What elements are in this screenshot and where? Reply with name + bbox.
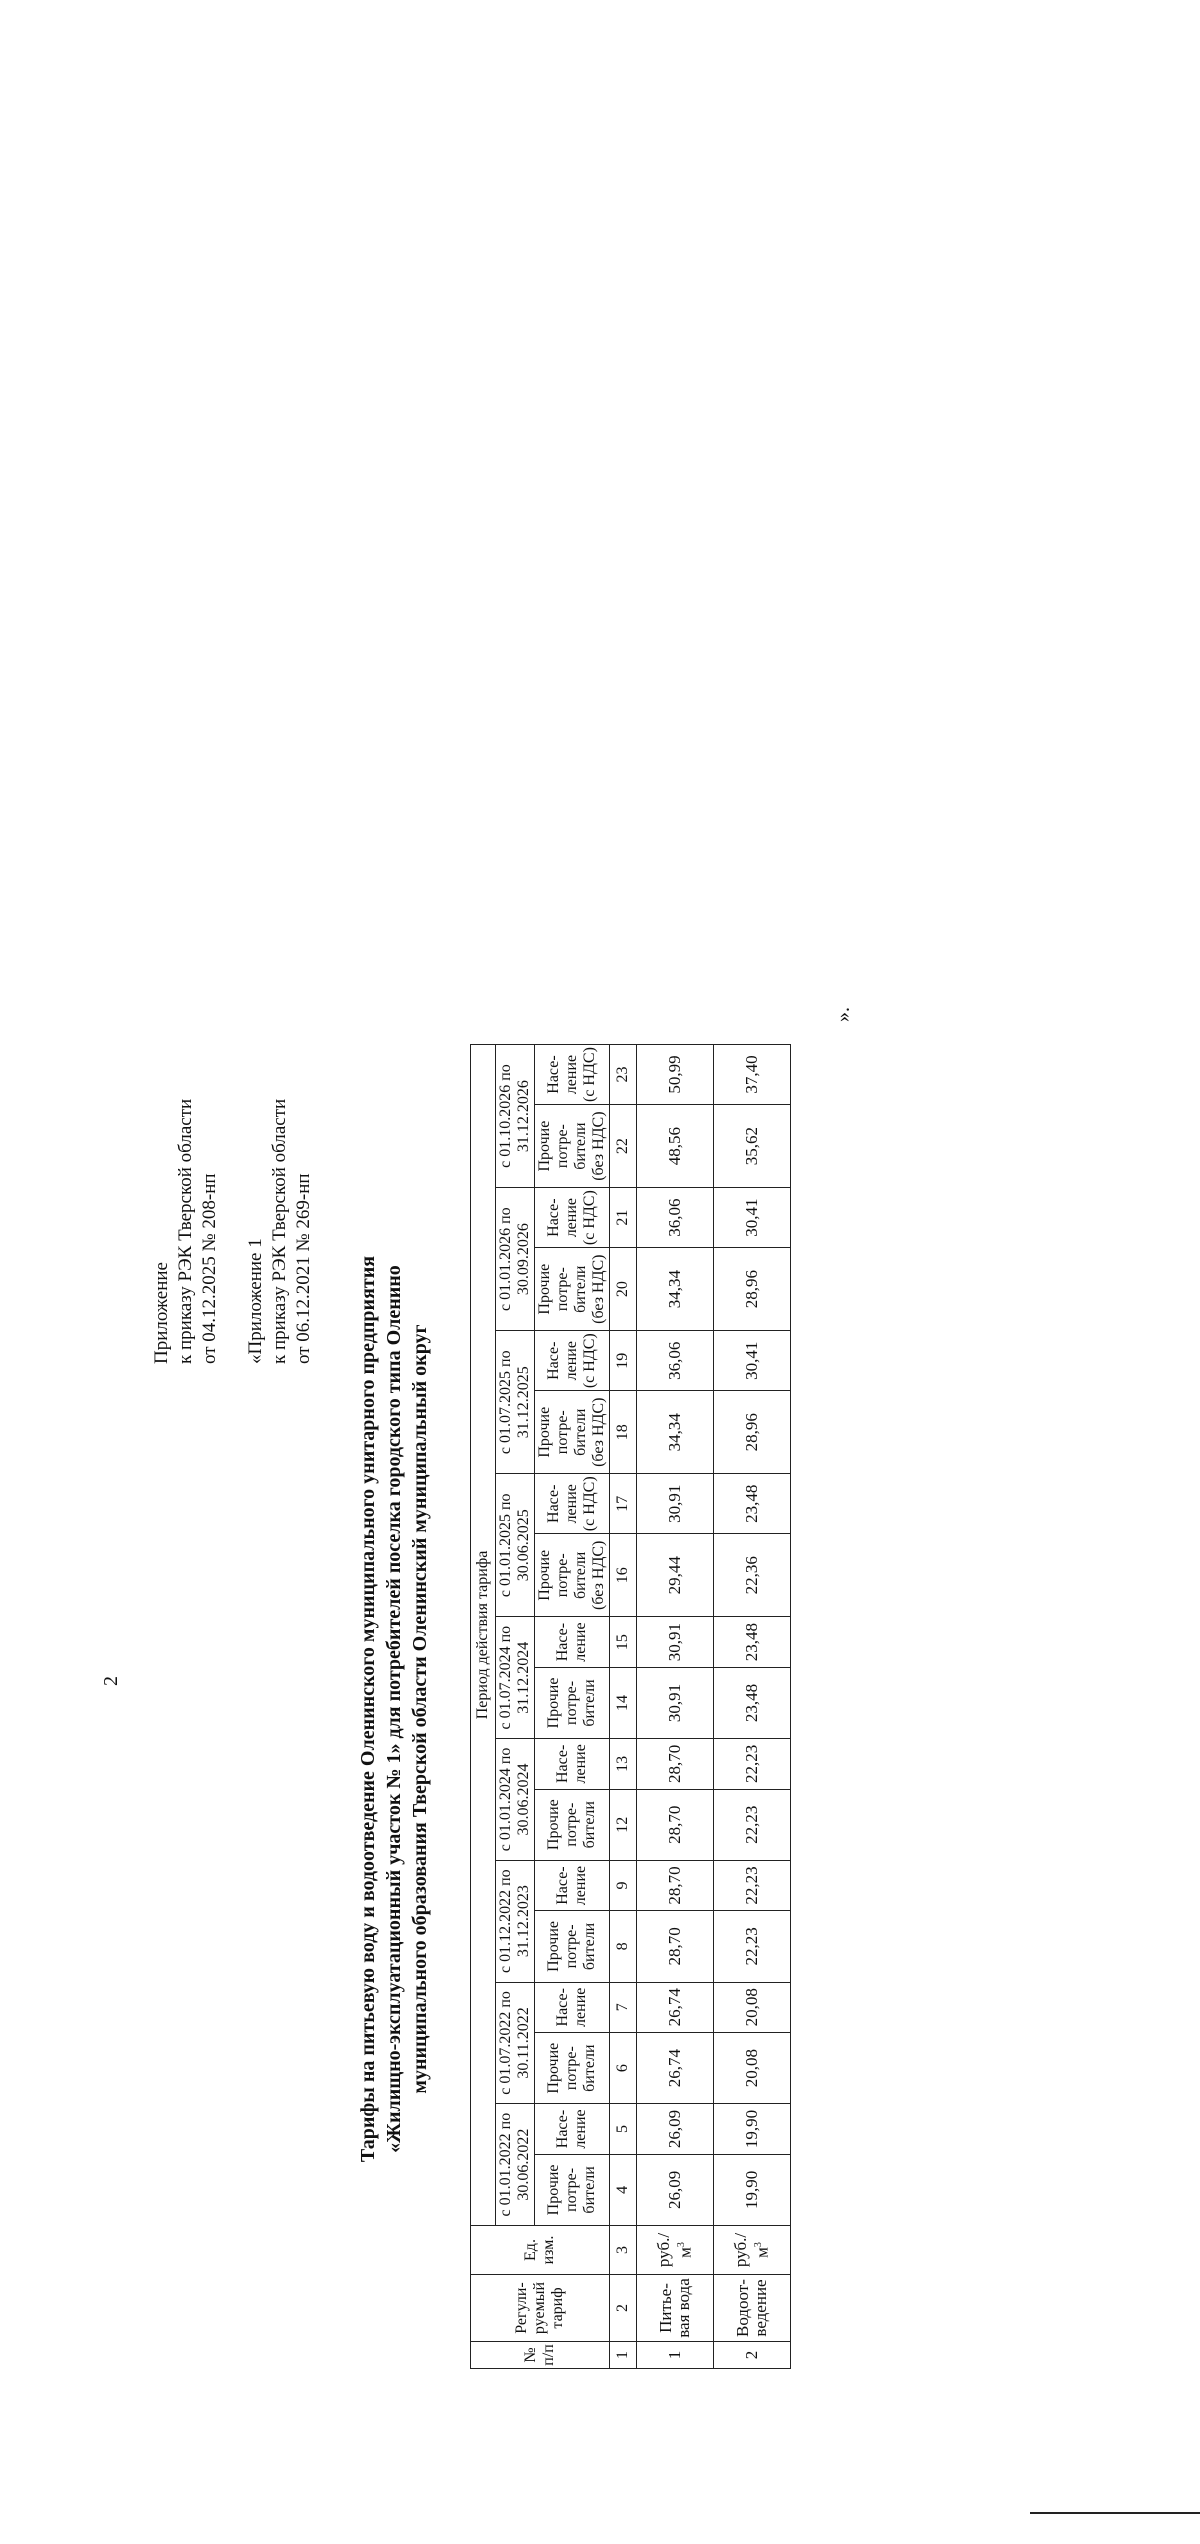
row-number: 2 bbox=[714, 2342, 791, 2369]
subheader-population: Насе-ление (с НДС) bbox=[535, 1474, 610, 1534]
tariff-table bbox=[470, 1044, 791, 2369]
tariff-value: 34,34 bbox=[637, 1248, 714, 1331]
column-number: 15 bbox=[610, 1617, 637, 1668]
period-header: с 01.01.2022 по 30.06.2022 bbox=[496, 2104, 535, 2226]
column-number: 9 bbox=[610, 1860, 637, 1911]
header-tariff: Регули-руемый тариф bbox=[471, 2275, 610, 2342]
appendix-line: к приказу РЭК Тверской области bbox=[269, 1098, 290, 1364]
title-line: «Жилищно-эксплуатационный участок № 1» для потребителей поселка городского типа Оленино bbox=[383, 1265, 405, 2153]
tariff-value: 22,23 bbox=[714, 1860, 791, 1911]
column-number: 18 bbox=[610, 1391, 637, 1474]
row-tariff-name: Водоот-ведение bbox=[714, 2275, 791, 2342]
column-number: 21 bbox=[610, 1188, 637, 1248]
tariff-value: 30,91 bbox=[637, 1667, 714, 1738]
period-header: с 01.01.2024 по 30.06.2024 bbox=[496, 1739, 535, 1861]
column-number: 4 bbox=[610, 2154, 637, 2225]
tariff-value: 19,90 bbox=[714, 2154, 791, 2225]
tariff-value: 23,48 bbox=[714, 1667, 791, 1738]
subheader-population: Насе-ление bbox=[535, 1739, 610, 1790]
header-period: Период действия тарифа bbox=[471, 1045, 496, 2226]
tariff-value: 26,09 bbox=[637, 2154, 714, 2225]
subheader-other-consumers: Прочие потре-бители bbox=[535, 2033, 610, 2104]
column-number: 2 bbox=[610, 2275, 637, 2342]
tariff-value: 22,23 bbox=[714, 1789, 791, 1860]
document-title bbox=[355, 1044, 433, 2374]
tariff-value: 37,40 bbox=[714, 1045, 791, 1105]
subheader-other-consumers: Прочие потре-бители bbox=[535, 2154, 610, 2225]
column-number: 23 bbox=[610, 1045, 637, 1105]
row-number: 1 bbox=[637, 2342, 714, 2369]
appendix-line: от 06.12.2021 № 269-нп bbox=[293, 1173, 314, 1364]
tariff-value: 34,34 bbox=[637, 1391, 714, 1474]
tariff-value: 28,96 bbox=[714, 1391, 791, 1474]
period-header: с 01.10.2026 по 31.12.2026 bbox=[496, 1045, 535, 1188]
column-number: 7 bbox=[610, 1982, 637, 2033]
appendix-line: к приказу РЭК Тверской области bbox=[175, 1098, 196, 1364]
footnote-rule bbox=[1030, 2512, 1200, 2514]
unit-superscript: 3 bbox=[676, 2242, 688, 2248]
tariff-value: 30,91 bbox=[637, 1617, 714, 1668]
header-unit: Ед. изм. bbox=[471, 2226, 610, 2275]
column-number: 8 bbox=[610, 1911, 637, 1982]
column-number: 6 bbox=[610, 2033, 637, 2104]
title-line: муниципального образования Тверской области Оленинский муниципальный округ bbox=[409, 1324, 431, 2094]
column-number: 3 bbox=[610, 2226, 637, 2275]
tariff-value: 26,74 bbox=[637, 1982, 714, 2033]
tariff-value: 20,08 bbox=[714, 1982, 791, 2033]
tariff-value: 50,99 bbox=[637, 1045, 714, 1105]
subheader-population: Насе-ление bbox=[535, 1860, 610, 1911]
tariff-value: 29,44 bbox=[637, 1534, 714, 1617]
subheader-population: Насе-ление (с НДС) bbox=[535, 1331, 610, 1391]
column-number: 17 bbox=[610, 1474, 637, 1534]
tariff-value: 22,36 bbox=[714, 1534, 791, 1617]
tariff-value: 36,06 bbox=[637, 1331, 714, 1391]
tariff-value: 28,70 bbox=[637, 1911, 714, 1982]
column-number: 22 bbox=[610, 1105, 637, 1188]
appendix-line: от 04.12.2025 № 208-нп bbox=[199, 1173, 220, 1364]
appendix-line: «Приложение 1 bbox=[245, 1238, 266, 1364]
tariff-value: 23,48 bbox=[714, 1617, 791, 1668]
column-number: 13 bbox=[610, 1739, 637, 1790]
tariff-value: 22,23 bbox=[714, 1911, 791, 1982]
row-unit: $руб./м^3$ bbox=[714, 2226, 791, 2275]
tariff-value: 30,41 bbox=[714, 1331, 791, 1391]
tariff-value: 36,06 bbox=[637, 1188, 714, 1248]
table-row bbox=[714, 1045, 791, 2369]
tariff-value: 35,62 bbox=[714, 1105, 791, 1188]
period-header: с 01.07.2025 по 31.12.2025 bbox=[496, 1331, 535, 1474]
tariff-value: 48,56 bbox=[637, 1105, 714, 1188]
tariff-value: 28,70 bbox=[637, 1860, 714, 1911]
appendix-header bbox=[150, 1099, 316, 1364]
table-row bbox=[637, 1045, 714, 2369]
row-tariff-name: Питье-вая вода bbox=[637, 2275, 714, 2342]
period-header: с 01.01.2026 по 30.09.2026 bbox=[496, 1188, 535, 1331]
closing-quote: ». bbox=[832, 1007, 854, 1022]
subheader-other-consumers: Прочие потре-бители (без НДС) bbox=[535, 1391, 610, 1474]
subheader-other-consumers: Прочие потре-бители bbox=[535, 1911, 610, 1982]
column-number: 16 bbox=[610, 1534, 637, 1617]
tariff-value: 23,48 bbox=[714, 1474, 791, 1534]
tariff-value: 28,70 bbox=[637, 1739, 714, 1790]
tariff-value: 26,74 bbox=[637, 2033, 714, 2104]
row-unit: $руб./м^3$ bbox=[637, 2226, 714, 2275]
subheader-population: Насе-ление bbox=[535, 1982, 610, 2033]
column-number: 14 bbox=[610, 1667, 637, 1738]
period-header: с 01.12.2022 по 31.12.2023 bbox=[496, 1860, 535, 1982]
appendix-line: Приложение bbox=[151, 1262, 172, 1364]
subheader-population: Насе-ление bbox=[535, 1617, 610, 1668]
subheader-other-consumers: Прочие потре-бители bbox=[535, 1667, 610, 1738]
tariff-value: 30,91 bbox=[637, 1474, 714, 1534]
tariff-value: 22,23 bbox=[714, 1739, 791, 1790]
column-number: 5 bbox=[610, 2104, 637, 2155]
subheader-other-consumers: Прочие потре-бители (без НДС) bbox=[535, 1534, 610, 1617]
period-header: с 01.07.2022 по 30.11.2022 bbox=[496, 1982, 535, 2104]
tariff-value: 19,90 bbox=[714, 2104, 791, 2155]
tariff-value: 28,96 bbox=[714, 1248, 791, 1331]
tariff-value: 28,70 bbox=[637, 1789, 714, 1860]
subheader-other-consumers: Прочие потре-бители (без НДС) bbox=[535, 1105, 610, 1188]
subheader-population: Насе-ление (с НДС) bbox=[535, 1188, 610, 1248]
tariff-value: 30,41 bbox=[714, 1188, 791, 1248]
title-line: Тарифы на питьевую воду и водоотведение Оленинского муниципального унитарного предприятия bbox=[357, 1255, 379, 2163]
column-number: 12 bbox=[610, 1789, 637, 1860]
period-header: с 01.07.2024 по 31.12.2024 bbox=[496, 1617, 535, 1739]
column-number: 20 bbox=[610, 1248, 637, 1331]
subheader-other-consumers: Прочие потре-бители bbox=[535, 1789, 610, 1860]
column-number: 19 bbox=[610, 1331, 637, 1391]
tariff-value: 26,09 bbox=[637, 2104, 714, 2155]
period-header: с 01.01.2025 по 30.06.2025 bbox=[496, 1474, 535, 1617]
unit-superscript: 3 bbox=[753, 2242, 765, 2248]
subheader-other-consumers: Прочие потре-бители (без НДС) bbox=[535, 1248, 610, 1331]
page-number: 2 bbox=[100, 1676, 122, 1686]
header-no: № п/п bbox=[471, 2342, 610, 2369]
tariff-value: 20,08 bbox=[714, 2033, 791, 2104]
subheader-population: Насе-ление (с НДС) bbox=[535, 1045, 610, 1105]
column-number: 1 bbox=[610, 2342, 637, 2369]
subheader-population: Насе-ление bbox=[535, 2104, 610, 2155]
rotated-document-sheet bbox=[0, 848, 1200, 2544]
